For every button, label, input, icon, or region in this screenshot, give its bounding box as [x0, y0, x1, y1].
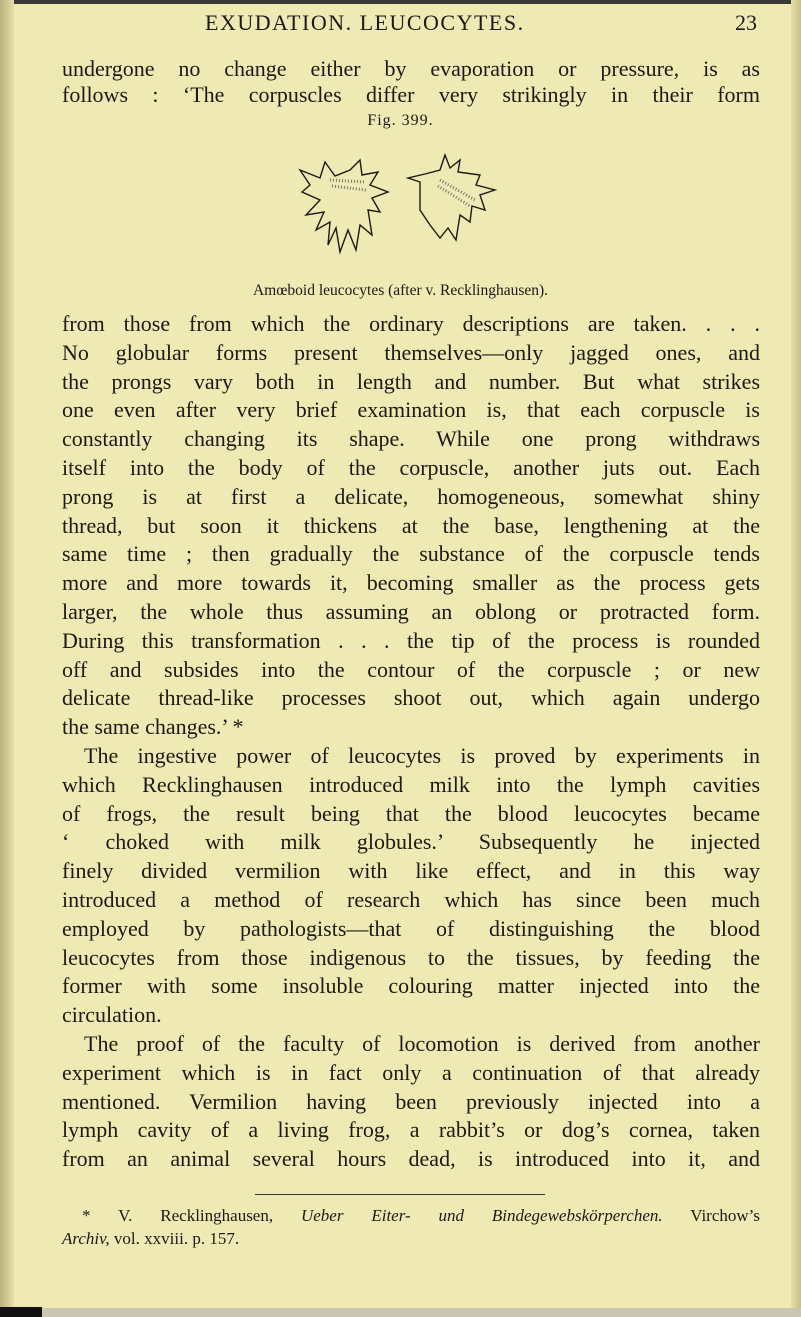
text-line: leucocytes from those indigenous to the tissues, by feeding the — [62, 944, 760, 970]
page-right-edge — [791, 0, 801, 1317]
leucocyte-left — [300, 160, 388, 252]
text-line: from those from which the ordinary descriptions are taken. . . . — [62, 311, 760, 336]
footnote-line-2 — [62, 1228, 239, 1250]
text-line: prong is at first a delicate, homogeneous, somewhat shiny — [62, 483, 760, 509]
figure-label: Fig. 399. — [367, 112, 434, 129]
text-line: No globular forms present themselves—only jagged ones, and — [62, 339, 760, 365]
text-line: which Recklinghausen introduced milk into the lymph cavities — [62, 771, 760, 797]
text-line: same time ; then gradually the substance of the corpuscle tends — [62, 541, 760, 567]
footnote-journal: Archiv, — [62, 1229, 110, 1248]
text-line: employed by pathologists—that of distinguishing the blood — [62, 915, 760, 941]
text-line: The ingestive power of leucocytes is proved by experiments in — [84, 743, 760, 768]
text-line: the prongs vary both in length and number. But what strikes — [62, 368, 760, 394]
text-line: mentioned. Vermilion having been previously injected into a — [62, 1088, 760, 1114]
text-line: the same changes.’ * — [62, 714, 244, 740]
footnote-title: Ueber Eiter- und Bindegewebskörperchen. — [300, 1206, 663, 1225]
text-line: follows : ‘The corpuscles differ very strikingly in their form — [62, 82, 760, 107]
footnote-journal-prefix: Virchow’s — [690, 1206, 760, 1225]
text-line: former with some insoluble colouring matter injected into the — [62, 973, 760, 999]
page-top-edge — [0, 0, 801, 4]
text-line: ‘ choked with milk globules.’ Subsequently he injected — [62, 829, 760, 855]
text-line: circulation. — [62, 1002, 162, 1028]
leucocyte-right — [408, 155, 495, 240]
text-line: During this transformation . . . the tip of the process is rounded — [62, 627, 760, 653]
text-line: experiment which is in fact only a continuation of that already — [62, 1059, 760, 1085]
text-line: The proof of the faculty of locomotion is derived from another — [84, 1031, 760, 1056]
text-line: thread, but soon it thickens at the base, lengthening at the — [62, 512, 760, 538]
text-line: introduced a method of research which has since been much — [62, 887, 760, 912]
text-line: one even after very brief examination is, that each corpuscle is — [62, 397, 760, 423]
footnote-line-1 — [82, 1205, 760, 1227]
figure-caption: Amœboid leucocytes (after v. Recklinghausen). — [252, 282, 549, 299]
text-line: larger, the whole thus assuming an oblong or protracted form. — [62, 599, 760, 624]
footnote-author: V. Recklinghausen, — [118, 1206, 274, 1225]
page-corner-mark — [0, 1307, 42, 1317]
footnote-marker: * — [82, 1206, 91, 1225]
page-bottom-edge — [0, 1308, 801, 1317]
text-line: off and subsides into the contour of the corpuscle ; or new — [62, 656, 760, 682]
text-line: delicate thread-like processes shoot out, which again undergo — [62, 685, 760, 711]
page-left-edge — [0, 0, 14, 1317]
footnote-details: vol. xxviii. p. 157. — [113, 1229, 240, 1248]
text-line: itself into the body of the corpuscle, another juts out. Each — [62, 455, 760, 480]
leucocyte-illustration — [280, 140, 520, 270]
text-line: of frogs, the result being that the blood leucocytes became — [62, 800, 760, 826]
text-line: lymph cavity of a living frog, a rabbit’s or dog’s cornea, taken — [62, 1117, 760, 1143]
text-line: finely divided vermilion with like effect, and in this way — [62, 858, 760, 884]
running-title: EXUDATION. LEUCOCYTES. — [205, 10, 525, 35]
text-line: constantly changing its shape. While one prong withdraws — [62, 426, 760, 452]
text-line: undergone no change either by evaporation or pressure, is as — [62, 56, 760, 81]
footnote-rule — [255, 1194, 545, 1195]
text-line: from an animal several hours dead, is introduced into it, and — [62, 1146, 760, 1172]
page-number: 23 — [735, 10, 757, 35]
text-line: more and more towards it, becoming smaller as the process gets — [62, 570, 760, 596]
